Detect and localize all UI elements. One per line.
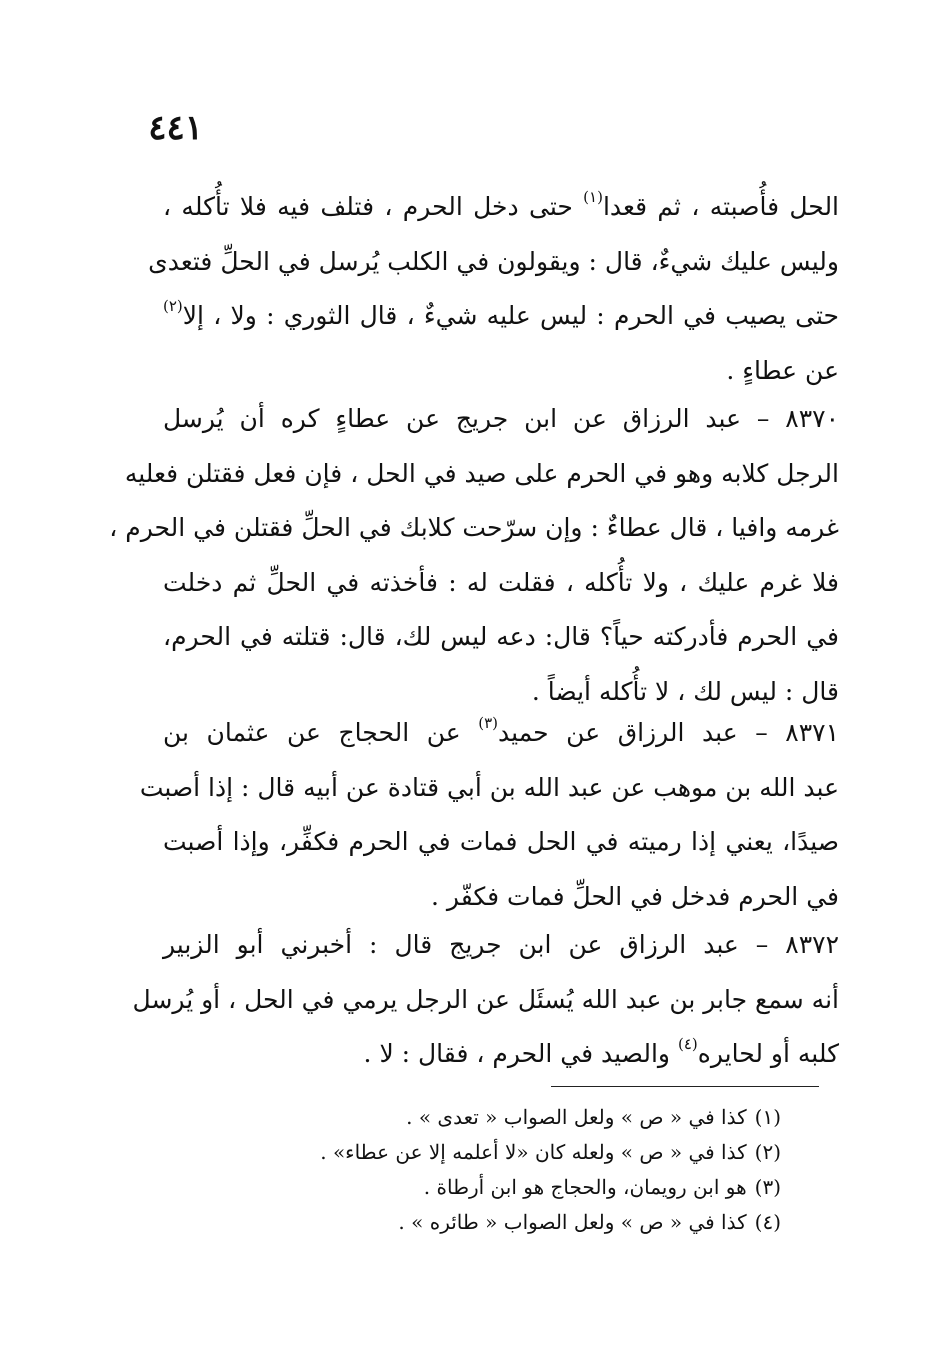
page-number: ٤٤١ (148, 108, 203, 148)
text-line (163, 1027, 839, 1082)
text-line: ٨٣٧٠ – عبد الرزاق عن ابن جريج عن عطاءٍ كره أن يُرسل (163, 404, 839, 433)
text-line: غرمه وافيا ، قال عطاءٌ : وإن سرّحت كلابك في الحلِّ فقتلن في الحرم ، (109, 513, 839, 542)
paragraph-continued (148, 180, 840, 398)
text-line: قال : ليس لك ، لا تأُكله أيضاً . (531, 676, 839, 706)
paragraph-8372 (132, 918, 840, 1082)
footnote-ref[interactable]: (٤) (677, 1034, 698, 1053)
footnote-text: كذا في « ص » ولعل الصواب « تعدى » . (406, 1105, 747, 1129)
footnote-text: كذا في « ص » ولعله كان «لا أعلمه إلا عن عطاء» . (320, 1140, 747, 1164)
footnote-ref[interactable]: (٣) (478, 713, 499, 732)
text-line: في الحرم فأدركته حياً؟ قال: دعه ليس لك، قال: قتلته في الحرم، (163, 622, 839, 651)
footnote-number: (٤) (754, 1210, 781, 1234)
text-run: الحل فأُصبته ، ثم قعدا (602, 192, 840, 221)
text-line: فلا غرم عليك ، ولا تأُكله ، فقلت له : فأخذته في الحلِّ ثم دخلت (163, 567, 839, 597)
footnote-number: (١) (754, 1105, 781, 1129)
footnote-1 (221, 1100, 781, 1135)
footnote-divider (551, 1086, 819, 1087)
paragraph-8370 (109, 392, 839, 719)
footnote-ref[interactable]: (١) (583, 187, 603, 206)
text-line (163, 180, 839, 235)
text-line: في الحرم فدخل في الحلِّ فمات فكفّر . (431, 881, 839, 911)
footnote-number: (٢) (754, 1140, 781, 1164)
text-line: الرجل كلابه وهو في الحرم على صيد في الحل ، فإن فعل فقتلن فعليه (124, 458, 839, 488)
paragraph-8371 (139, 706, 839, 924)
text-run: حتى دخل الحرم ، فتلف فيه فلا تأُكله ، (163, 192, 584, 221)
text-line (163, 289, 839, 344)
footnote-3 (221, 1170, 781, 1205)
text-line: وليس عليك شيءٌ، قال : ويقولون في الكلب يُرسل في الحلِّ فتعدى (148, 246, 839, 276)
text-run: كلبه أو لحايره (697, 1039, 839, 1068)
footnotes (221, 1100, 781, 1240)
text-run: حتى يصيب في الحرم : ليس عليه شيءٌ ، قال الثوري : ولا ، إلا (182, 301, 839, 330)
text-line: ٨٣٧٢ – عبد الرزاق عن ابن جريج قال : أخبرني أبو الزبير (163, 930, 840, 959)
text-line (163, 706, 839, 761)
footnote-text: هو ابن رويمان، والحجاج هو ابن أرطاة . (423, 1175, 747, 1199)
text-line: عبد الله بن موهب عن عبد الله بن أبي قتادة عن أبيه قال : إذا أصبت (139, 772, 839, 802)
text-line: عن عطاءٍ . (726, 355, 839, 385)
footnote-2 (221, 1135, 781, 1170)
footnote-ref[interactable]: (٢) (163, 296, 183, 315)
footnote-number: (٣) (754, 1175, 781, 1199)
text-run: ٨٣٧١ – عبد الرزاق عن حميد (498, 718, 839, 747)
footnote-4 (221, 1205, 781, 1240)
text-line: أنه سمع جابر بن عبد الله يُسئَل عن الرجل يرمي في الحل ، أو يُرسل (132, 984, 839, 1014)
text-run: عن الحجاج عن عثمان بن (163, 718, 479, 747)
text-run: والصيد في الحرم ، فقال : لا . (363, 1039, 678, 1068)
text-line: صيدًا، يعني إذا رميته في الحل فمات في الحرم فكفِّر، وإذا أصبت (163, 827, 839, 856)
footnote-text: كذا في « ص » ولعل الصواب « طائره » . (398, 1210, 747, 1234)
